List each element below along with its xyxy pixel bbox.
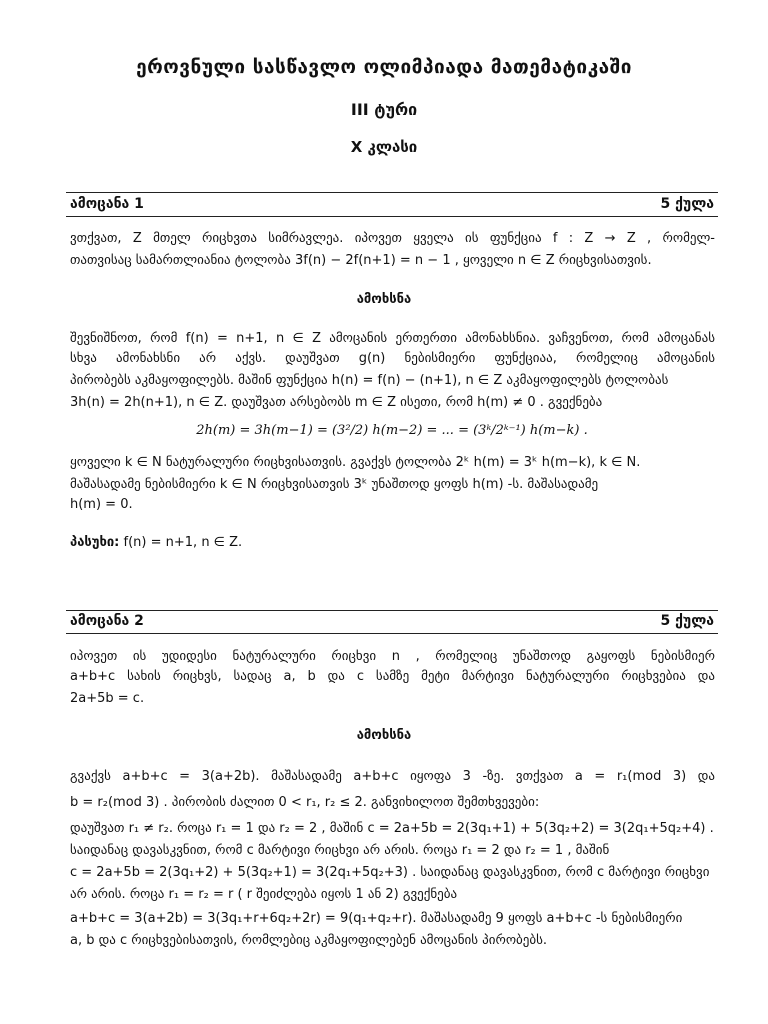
task2-statement-line: a+b+c სახის რიცხვს, სადაც a, b და c სამზე მეტი მარტივი ნატურალური რიცხვებია და [70, 669, 715, 684]
task1-solution-line: პირობებს აკმაყოფილებს. მაშინ ფუნქცია h(n) = f(n) − (n+1), n ∈ Z აკმაყოფილებს ტოლობას [70, 373, 669, 388]
task1-points: 5 ქულა [660, 196, 714, 212]
round-label: III ტური [350, 100, 418, 119]
task1-solution-line: 3h(n) = 2h(n+1), n ∈ Z. დაუშვათ არსებობს m ∈ Z ისეთი, რომ h(m) ≠ 0 . გვექნება [70, 395, 603, 410]
task1-answer [70, 534, 715, 552]
task1-solution-line: h(m) = 0. [70, 497, 133, 512]
task2-solution-line: c = 2a+5b = 2(3q₁+2) + 5(3q₂+1) = 3(2q₁+5q₂+3) . საიდანაც დავასკვნით, რომ c მარტივი რიცხვი [70, 865, 710, 880]
task2-header [70, 613, 714, 629]
task2-label: ამოცანა 2 [70, 613, 144, 629]
task2-statement-line: 2a+5b = c. [70, 691, 145, 706]
task2-bottom-rule [66, 633, 718, 634]
task1-solution-heading: ამოხსნა [356, 292, 412, 307]
task2-solution-line: a+b+c = 3(a+2b) = 3(3q₁+r+6q₂+2r) = 9(q₁+q₂+r). მაშასადამე 9 ყოფს a+b+c -ს ნებისმიერი [70, 911, 683, 926]
task2-solution-line: გვაქვს a+b+c = 3(a+2b). მაშასადამე a+b+c იყოფა 3 -ზე. ვთქვათ a = r₁(mod 3) და [70, 769, 715, 784]
task2-points: 5 ქულა [660, 613, 714, 629]
answer-value: f(n) = n+1, n ∈ Z. [123, 535, 243, 550]
task1-equation: 2h(m) = 3h(m−1) = (3²/2) h(m−2) = ... = (3ᵏ/2ᵏ⁻¹) h(m−k) . [196, 423, 588, 438]
task1-label: ამოცანა 1 [70, 196, 144, 212]
task1-statement-line: ვთქვათ, Z მთელ რიცხვთა სიმრავლეა. იპოვეთ ყველა ის ფუნქცია f : Z → Z , რომელ- [70, 231, 715, 246]
task1-header [70, 196, 714, 212]
task1-solution-line: სხვა ამონახსნი არ აქვს. დაუშვათ g(n) ნებისმიერი ფუნქციაა, რომელიც ამოცანის [70, 351, 715, 366]
document-title: ეროვნული სასწავლო ოლიმპიადა მათემატიკაში [136, 56, 632, 78]
task2-solution-line: საიდანაც დავასკვნით, რომ c მარტივი რიცხვი არ არის. როცა r₁ = 2 და r₂ = 1 , მაშინ [70, 843, 610, 858]
task2-statement-line: იპოვეთ ის უდიდესი ნატურალური რიცხვი n , რომელიც უნაშთოდ გაყოფს ნებისმიერ [70, 649, 715, 664]
task1-top-rule [66, 192, 718, 193]
task2-solution-line: არ არის. როცა r₁ = r₂ = r ( r შეიძლება იყოს 1 ან 2) გვექნება [70, 887, 458, 902]
grade-label: X კლასი [350, 138, 418, 156]
task1-solution-line: ყოველი k ∈ N ნატურალური რიცხვისათვის. გვაქვს ტოლობა 2ᵏ h(m) = 3ᵏ h(m−k), k ∈ N. [70, 455, 641, 470]
task2-top-rule [66, 610, 718, 611]
task1-solution-line: მაშასადამე ნებისმიერი k ∈ N რიცხვისათვის 3ᵏ უნაშთოდ ყოფს h(m) -ს. მაშასადამე [70, 477, 599, 492]
answer-label: პასუხი: [70, 535, 120, 550]
task1-solution-line: შევნიშნოთ, რომ f(n) = n+1, n ∈ Z ამოცანის ერთერთი ამონახსნია. ვაჩვენოთ, რომ ამოცანას [70, 331, 715, 346]
task1-statement-line: თათვისაც სამართლიანია ტოლობა 3f(n) − 2f(n+1) = n − 1 , ყოველი n ∈ Z რიცხვისათვის. [70, 253, 652, 268]
task2-solution-line: b = r₂(mod 3) . პირობის ძალით 0 < r₁, r₂ ≤ 2. განვიხილოთ შემთხვევები: [70, 795, 540, 810]
task2-solution-heading: ამოხსნა [356, 728, 412, 743]
task1-bottom-rule [66, 216, 718, 217]
task2-solution-line: დაუშვათ r₁ ≠ r₂. როცა r₁ = 1 და r₂ = 2 , მაშინ c = 2a+5b = 2(3q₁+1) + 5(3q₂+2) = 3(2q₁+5q₂+4) . [70, 821, 714, 836]
task2-solution-line: a, b და c რიცხვებისათვის, რომლებიც აკმაყოფილებენ ამოცანის პირობებს. [70, 933, 548, 948]
